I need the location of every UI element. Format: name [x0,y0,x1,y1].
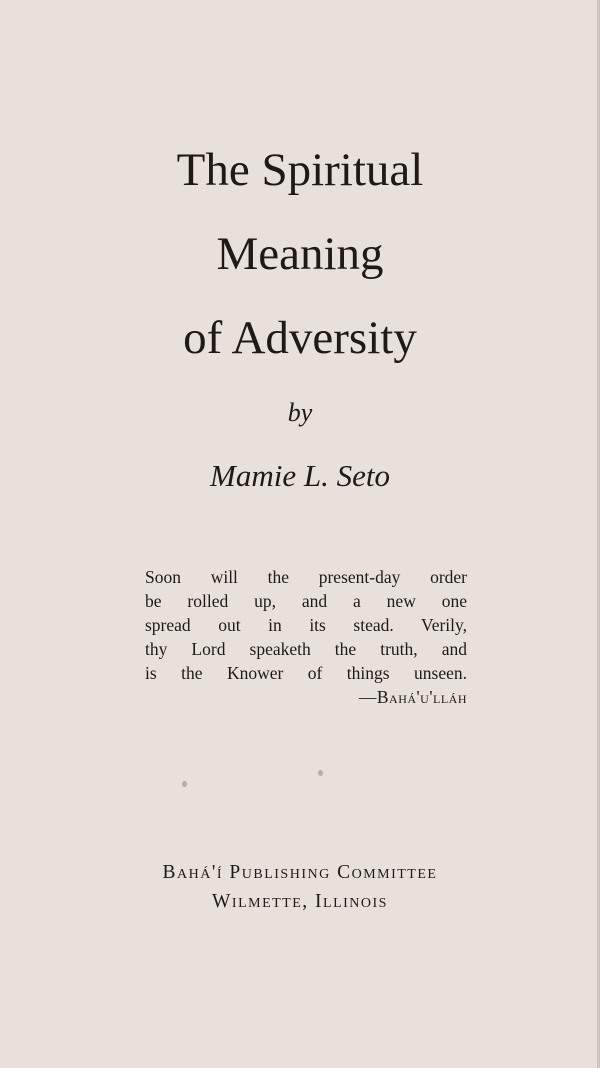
publisher-location: Wilmette, Illinois [212,891,388,912]
quote-line: is the Knower of things unseen. [145,663,467,683]
quote-line: thy Lord speaketh the truth, and [145,639,467,659]
title-line-3: of Adversity [183,312,417,364]
title-line-1: The Spiritual [176,144,424,196]
paper-speck [182,781,187,787]
title-line-2: Meaning [216,228,384,280]
quote-line: spread out in its stead. Verily, [145,615,467,635]
book-title [0,128,600,380]
quote-line: be rolled up, and a new one [145,591,467,611]
author-name: Mamie L. Seto [210,458,390,493]
byline: by [287,398,313,427]
quote-line: Soon will the present-day order [145,567,467,587]
quote-attribution: —Bahá'u'lláh [358,687,467,707]
publisher-name: Bahá'í Publishing Committee [162,862,438,883]
paper-speck [318,770,323,776]
epigraph-quote [145,565,467,709]
publisher-block [0,858,600,916]
